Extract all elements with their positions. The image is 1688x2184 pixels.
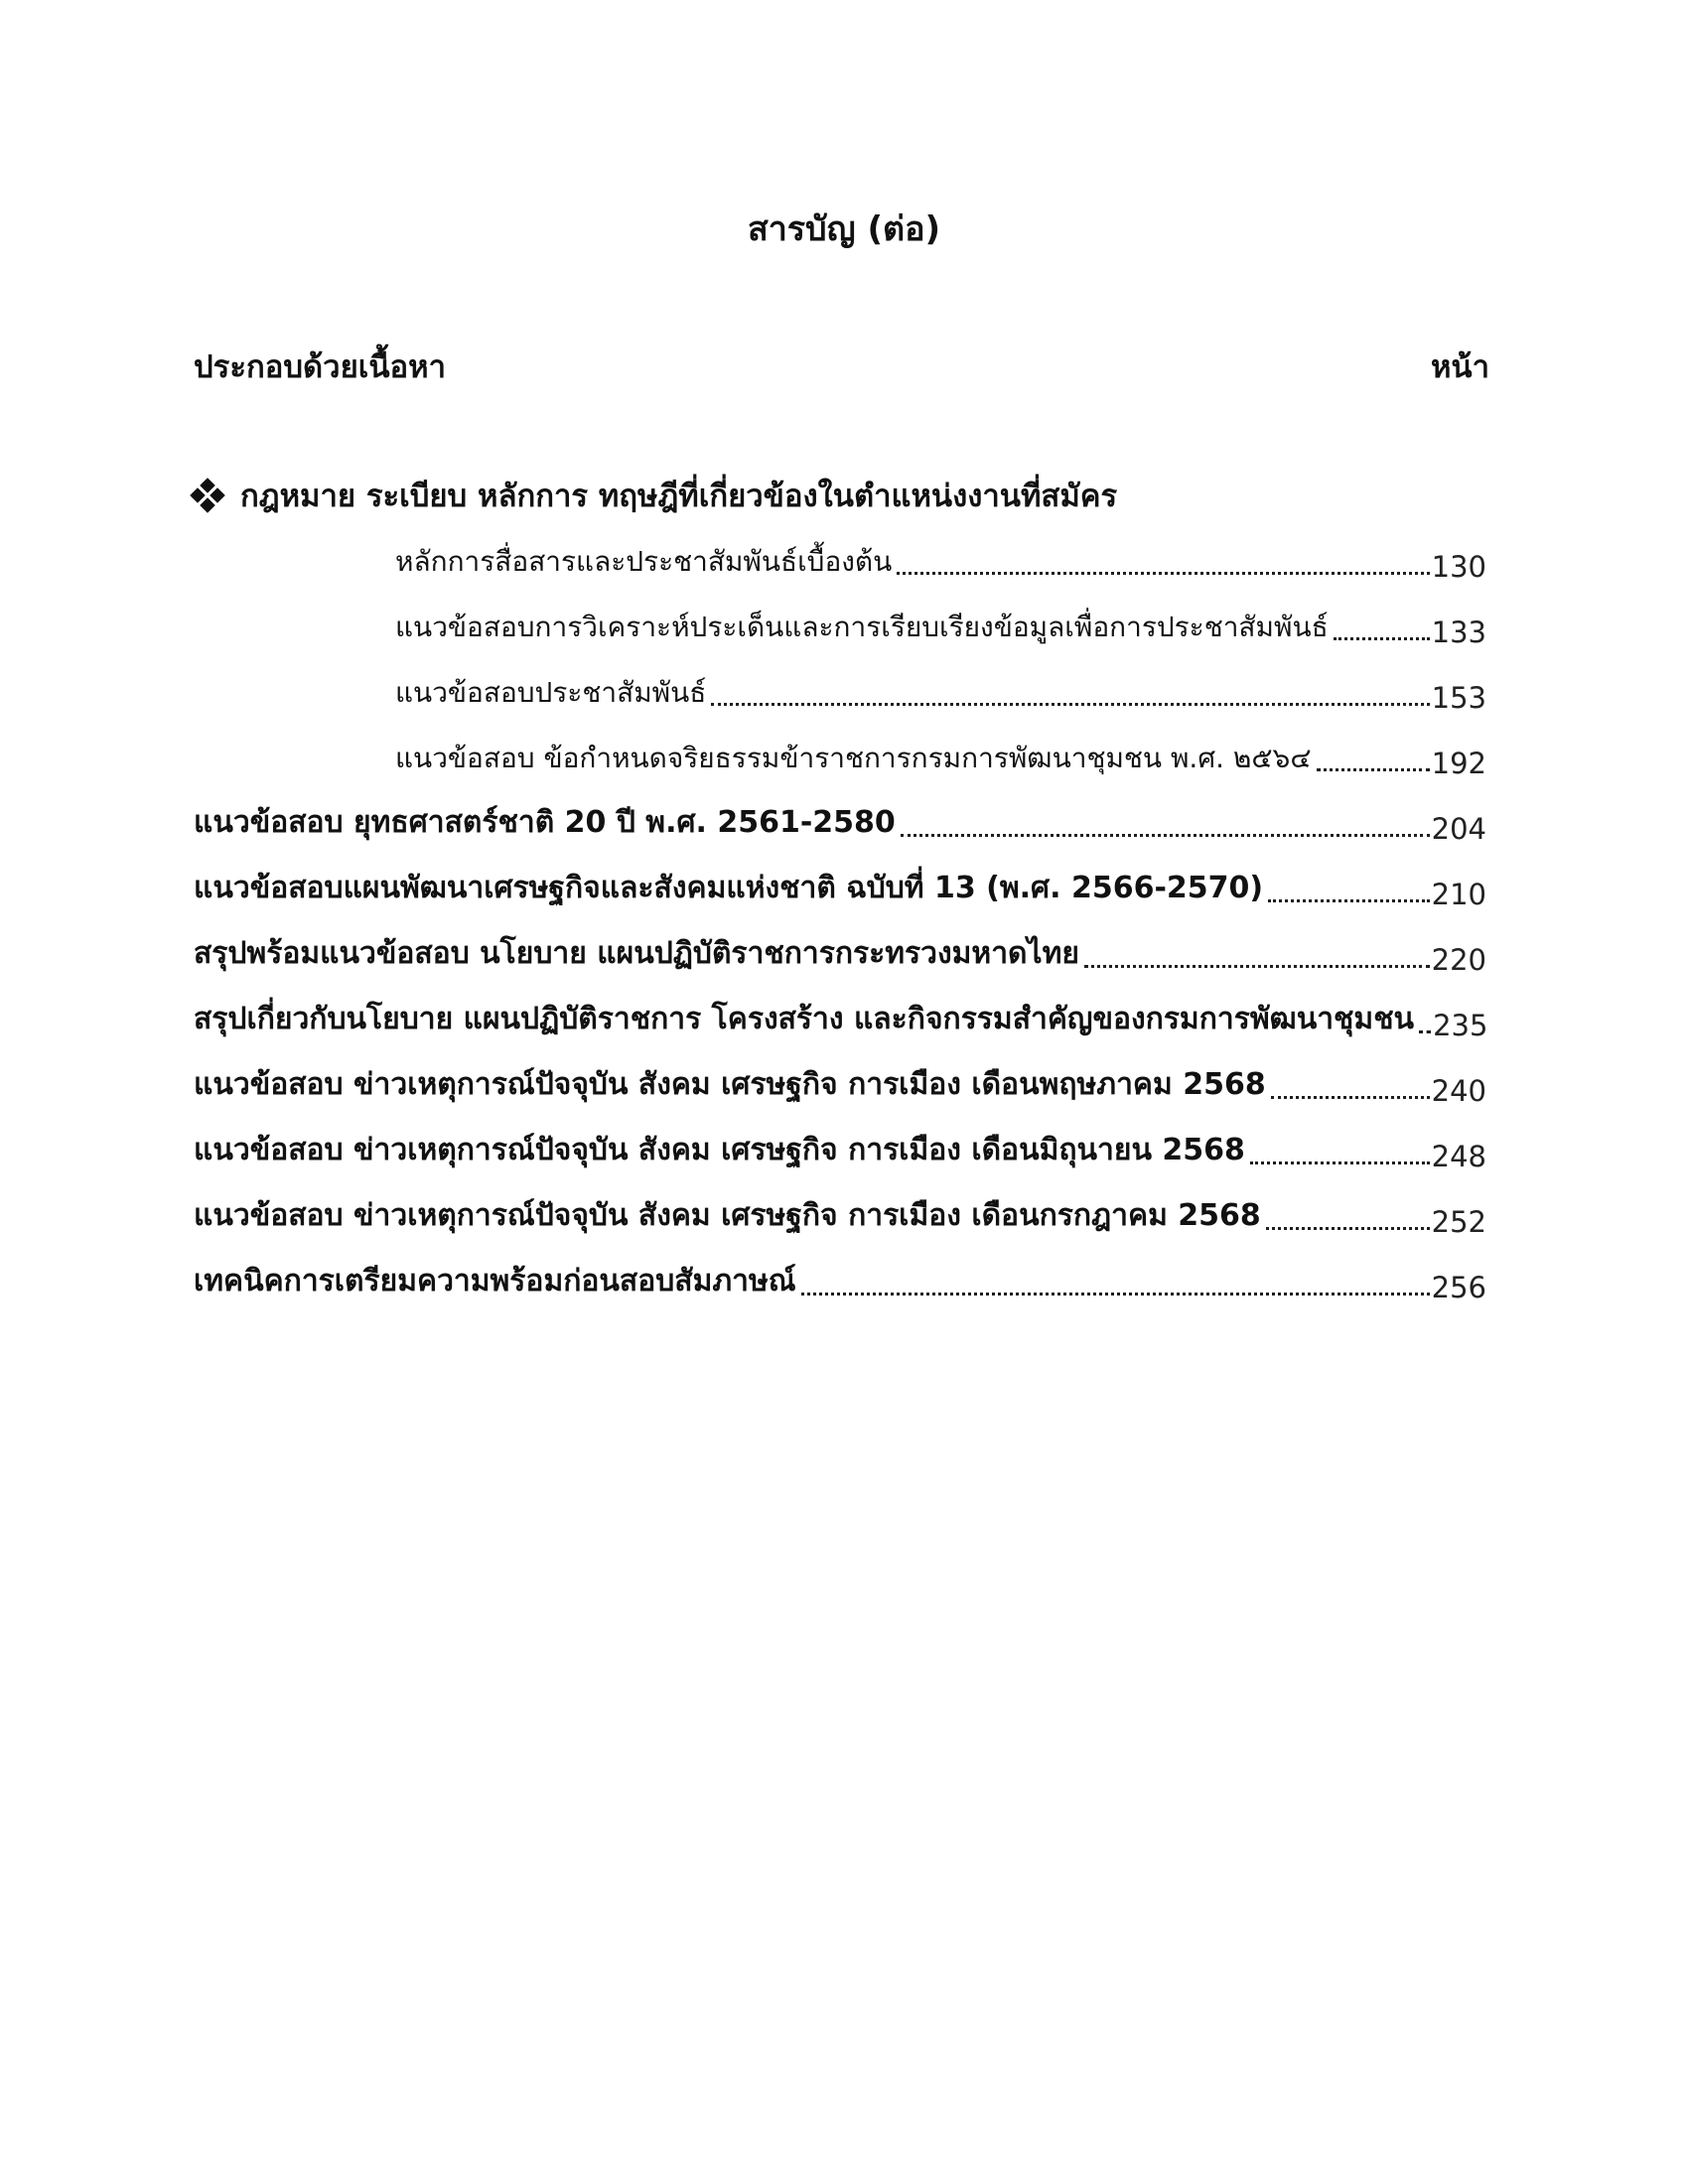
toc-entry-label: แนวข้อสอบ ข่าวเหตุการณ์ปัจจุบัน สังคม เศรษฐกิจ การเมือง เดือนมิถุนายน 2568 [194, 1133, 1245, 1167]
dot-leader [801, 1293, 1430, 1296]
toc-entry-page-number: 220 [1431, 943, 1486, 977]
dot-leader [1266, 1227, 1430, 1230]
dot-leader [1419, 1030, 1431, 1033]
toc-entry [194, 715, 1486, 780]
page-column-header: หน้า [1430, 349, 1489, 385]
toc-entry [194, 518, 1486, 584]
toc-entry-label: แนวข้อสอบ ข่าวเหตุการณ์ปัจจุบัน สังคม เศรษฐกิจ การเมือง เดือนพฤษภาคม 2568 [194, 1067, 1266, 1102]
toc-entry-label: แนวข้อสอบการวิเคราะห์ประเด็นและการเรียบเรียงข้อมูลเพื่อการประชาสัมพันธ์ [395, 611, 1329, 643]
toc-entry-label: แนวข้อสอบ ข้อกำหนดจริยธรรมข้าราชการกรมการพัฒนาชุมชน พ.ศ. ๒๕๖๔ [395, 742, 1312, 774]
toc-entry-page-number: 130 [1431, 550, 1486, 584]
toc-entry-label: หลักการสื่อสารและประชาสัมพันธ์เบื้องต้น [395, 545, 893, 578]
dot-leader [711, 703, 1429, 706]
toc-entry [194, 846, 1486, 911]
toc-entry [194, 1042, 1486, 1108]
page-title: สารบัญ (ต่อ) [747, 209, 941, 249]
toc-entry-label: แนวข้อสอบ ยุทธศาสตร์ชาติ 20 ปี พ.ศ. 2561-2580 [194, 805, 896, 840]
toc-entry-page-number: 153 [1431, 681, 1486, 715]
toc-entry-page-number: 204 [1431, 812, 1486, 846]
toc-entry-label: เทคนิคการเตรียมความพร้อมก่อนสอบสัมภาษณ์ [194, 1264, 796, 1298]
toc-entry-label: แนวข้อสอบประชาสัมพันธ์ [395, 676, 707, 709]
toc-entry [194, 977, 1486, 1042]
toc-entry [194, 1108, 1486, 1173]
toc-entry [194, 911, 1486, 977]
toc-entry-label: แนวข้อสอบแผนพัฒนาเศรษฐกิจและสังคมแห่งชาติ ฉบับที่ 13 (พ.ศ. 2566-2570) [194, 871, 1264, 905]
toc-entry [194, 780, 1486, 846]
dot-leader [1334, 637, 1430, 640]
four-diamond-bullet-icon [191, 478, 224, 512]
dot-leader [1250, 1161, 1430, 1164]
toc-entry [194, 584, 1486, 649]
toc-entry-page-number: 210 [1431, 878, 1486, 911]
toc-entry [194, 649, 1486, 715]
toc-entry-label: แนวข้อสอบ ข่าวเหตุการณ์ปัจจุบัน สังคม เศรษฐกิจ การเมือง เดือนกรกฎาคม 2568 [194, 1198, 1261, 1233]
section-heading-label: กฎหมาย ระเบียบ หลักการ ทฤษฎีที่เกี่ยวข้องในตำแหน่งงานที่สมัคร [240, 478, 1118, 514]
toc-entry-page-number: 133 [1431, 615, 1486, 649]
dot-leader [1317, 768, 1430, 771]
dot-leader [897, 572, 1429, 575]
toc-list [194, 518, 1486, 1304]
toc-entry-label: สรุปเกี่ยวกับนโยบาย แผนปฏิบัติราชการ โครงสร้าง และกิจกรรมสำคัญของกรมการพัฒนาชุมชน [194, 1002, 1415, 1036]
toc-entry [194, 1173, 1486, 1239]
content-column-header: ประกอบด้วยเนื้อหา [194, 349, 446, 385]
dot-leader [1268, 899, 1430, 902]
toc-entry-page-number: 192 [1431, 747, 1486, 780]
toc-entry-page-number: 252 [1431, 1205, 1486, 1239]
toc-entry-page-number: 248 [1431, 1140, 1486, 1173]
toc-entry-label: สรุปพร้อมแนวข้อสอบ นโยบาย แผนปฏิบัติราชการกระทรวงมหาดไทย [194, 936, 1079, 971]
toc-entry-page-number: 256 [1431, 1271, 1486, 1304]
dot-leader [901, 834, 1430, 837]
toc-entry-page-number: 240 [1431, 1074, 1486, 1108]
dot-leader [1084, 965, 1430, 968]
section-heading [191, 471, 1489, 520]
toc-entry [194, 1239, 1486, 1304]
toc-entry-page-number: 235 [1433, 1009, 1488, 1042]
toc-column-headers [194, 341, 1489, 391]
dot-leader [1271, 1096, 1430, 1099]
